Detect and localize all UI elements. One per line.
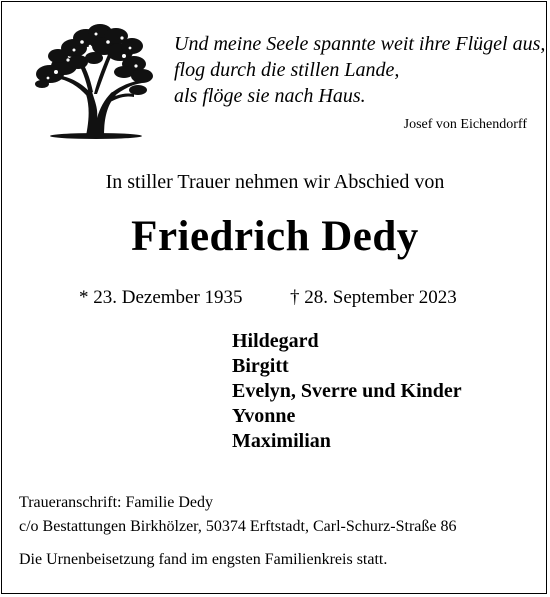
mourners-list	[232, 329, 462, 454]
poem-line: Und meine Seele spannte weit ihre Flügel aus,	[174, 33, 546, 55]
address-line: c/o Bestattungen Birkhölzer, 50374 Erftstadt, Carl-Schurz-Straße 86	[19, 518, 457, 535]
poem-line: als flöge sie nach Haus.	[174, 85, 366, 107]
birth-date: * 23. Dezember 1935	[79, 287, 243, 308]
poem-line: flog durch die stillen Lande,	[174, 59, 400, 81]
mourner-name: Yvonne	[232, 405, 296, 427]
closing-note: Die Urnenbeisetzung fand im engsten Familienkreis statt.	[19, 551, 388, 568]
deceased-name: Friedrich Dedy	[131, 213, 419, 260]
intro-text: In stiller Trauer nehmen wir Abschied von	[105, 171, 445, 193]
mourner-name: Maximilian	[232, 430, 331, 452]
mourner-name: Hildegard	[232, 330, 319, 352]
mourning-address	[19, 491, 456, 539]
mourner-name: Birgitt	[232, 355, 289, 377]
tree-icon	[34, 20, 154, 142]
address-line: Traueranschrift: Familie Dedy	[19, 494, 214, 511]
death-date: † 28. September 2023	[290, 287, 457, 308]
mourner-name: Evelyn, Sverre und Kinder	[232, 380, 462, 402]
poem-quote	[174, 31, 545, 109]
poem-author: Josef von Eichendorff	[403, 117, 527, 132]
